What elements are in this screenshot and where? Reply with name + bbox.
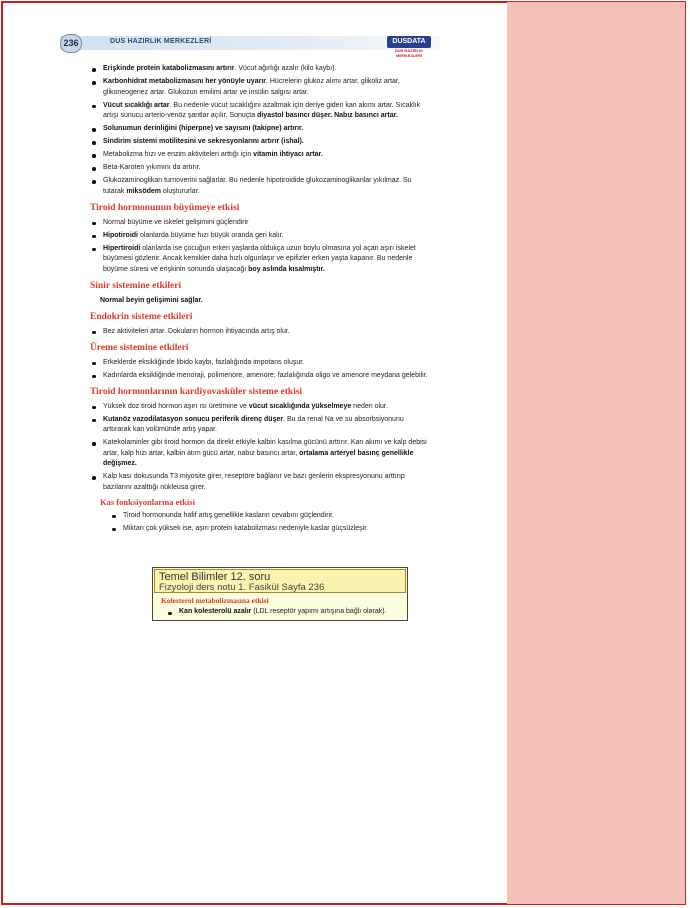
side-panel bbox=[507, 2, 685, 904]
page-content bbox=[90, 64, 432, 537]
reproductive-heading: Üreme sistemine etkileri bbox=[90, 343, 189, 353]
header-title: DUS HAZIRLIK MERKEZLERİ bbox=[110, 38, 212, 45]
list-item: Sindirim sistemi motilitesini ve sekresyonlarını artırır (ishal). bbox=[90, 137, 432, 148]
list-item: Miktarı çok yüksek ise, aşırı protein katabolizması nedeniyle kaslar güçsüzleşir. bbox=[110, 524, 432, 535]
list-item: Glukozaminoglikan turnoverini sağlarlar. Bu nedenle hipotiroidide glukozaminoglikanlar yıkılmaz. Su tutarak miksödem oluştururlar. bbox=[90, 176, 432, 197]
muscle-list bbox=[110, 511, 432, 535]
logo-sub: DUS HAZIRLIK MERKEZLERİ bbox=[394, 48, 424, 58]
endocrine-heading: Endokrin sisteme etkileri bbox=[90, 312, 193, 322]
annotation-note bbox=[152, 567, 408, 621]
growth-list bbox=[90, 218, 432, 276]
list-item: Normal büyüme ve iskelet gelişimini güçlendirir bbox=[90, 218, 432, 229]
list-item: Kutanöz vazodilatasyon sonucu periferik direnç düşer. Bu da renal Na ve su absorbsiyonunu arttırarak kan volümünde artış yapar. bbox=[90, 415, 432, 436]
list-item: Tiroid hormonunda hafif artış genellikle kasların cevabını güçlendirir. bbox=[110, 511, 432, 522]
list-item: Katekolaminler gibi tiroid hormon da direkt etkiyle kalbin kasılma gücünü arttırır. Kan akımı ve kalp debisi artar, kalp hızı artar, kalbin atım gücü artar, nabız basıncı artar, ortalama arteryel basınç genellikle değişmez. bbox=[90, 438, 432, 470]
note-line-1: Temel Bilimler 12. soru bbox=[159, 571, 271, 583]
list-item: Hipotiroidi olanlarda büyüme hızı büyük oranda geri kalır. bbox=[90, 231, 432, 242]
list-item: Kalp kası dokusunda T3 miyosite girer, reseptöre bağlanır ve bazı genlerin ekspresyonunu arttırıp bazılarını azalttığı nükleusa girer. bbox=[90, 472, 432, 493]
list-item: Erişkinde protein katabolizmasını artırır. Vücut ağırlığı azalır (kilo kaybı). bbox=[90, 64, 432, 75]
cardio-heading: Tiroid hormonlarının kardiyovasküler sisteme etkisi bbox=[90, 387, 303, 397]
metabolism-list bbox=[90, 64, 432, 197]
list-item: Beta-Karoten yıkımını da artırır. bbox=[90, 163, 432, 174]
list-item: Yüksek doz tiroid hormon aşırı ısı üretimine ve vücut sıcaklığında yükselmeye neden olur. bbox=[90, 402, 432, 413]
growth-heading: Tiroid hormonunun büyümeye etkisi bbox=[90, 203, 240, 213]
list-item: Solunumun derinliğini (hiperpne) ve sayısını (takipne) artırır. bbox=[90, 124, 432, 135]
nervous-heading: Sinir sistemine etkileri bbox=[90, 281, 182, 291]
list-item: Bez aktiviteleri artar. Dokuların hormon ihtiyacında artış olur. bbox=[90, 327, 432, 338]
cardio-list bbox=[90, 402, 432, 494]
list-item: Metabolizma hızı ve enzim aktiviteleri arttığı için vitamin ihtiyacı artar. bbox=[90, 150, 432, 161]
reproductive-list bbox=[90, 358, 432, 382]
endocrine-list bbox=[90, 327, 432, 338]
muscle-heading: Kas fonksiyonlarına etkisi bbox=[100, 497, 195, 507]
logo-main: DUSDATA bbox=[387, 36, 431, 48]
nervous-text: Normal beyin gelişimini sağlar. bbox=[100, 296, 203, 304]
dusdata-logo bbox=[387, 36, 431, 56]
note-label-box bbox=[154, 569, 406, 593]
list-item: Erkeklerde eksikliğinde libido kaybı, fazlalığında impotans oluşur. bbox=[90, 358, 432, 369]
list-item: Kadınlarda eksikliğinde menoraji, polimenore, amenore; fazlalığında oligo ve amenore meydana gelebilir. bbox=[90, 371, 432, 382]
list-item: Vücut sıcaklığı artar. Bu nedenle vücut sıcaklığını azaltmak için deriye giden kan akımı artar. Sıcaklık artışı sunucu arterio-venöz şantlar açılır. Sonuçta diyastol basıncı düşer. Nabız basıncı artar. bbox=[90, 101, 432, 122]
list-item: Hipertiroidi olanlarda ise çocuğun erken yaşlarda oldukça uzun boylu olmasına yol açan aşırı iskelet büyümesi gözlenir. Ancak kemikler daha hızlı olgunlaşır ve epifizler erken yaşta kapanır. Bu nedenle büyüme süresi ve erişkinin sonunda ulaşacağı boy aslında kısalmıştır. bbox=[90, 244, 432, 276]
page-number: 236 bbox=[60, 34, 82, 53]
list-item: Karbonhidrat metabolizmasını her yönüyle uyarır. Hücrelerin glukoz alımı artar, glikoliz artar, glikoneogenez artar. Glukozun emilimi artar ve insülin salgısı artar. bbox=[90, 77, 432, 98]
cholesterol-item: Kan kolesterolü azalır (LDL reseptör yapımı artışına bağlı olarak). bbox=[167, 608, 387, 615]
cholesterol-heading: Kolesterol metabolizmasına etkisi bbox=[161, 596, 269, 605]
note-line-2: Fizyoloji ders notu 1. Fasikül Sayfa 236 bbox=[159, 582, 325, 593]
